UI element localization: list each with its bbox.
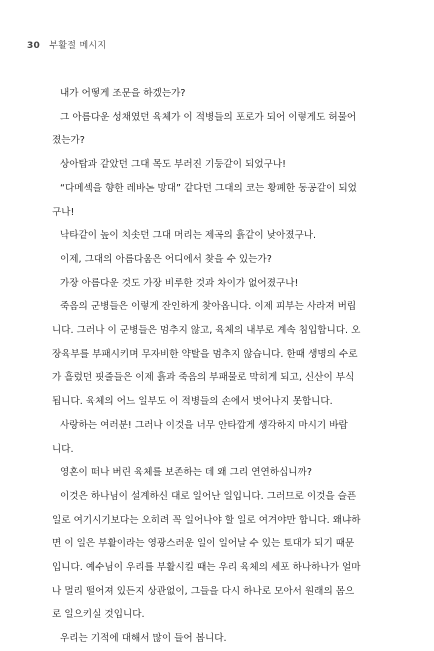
- text-line: 일로 여기시기보다는 오히려 꼭 일어나야 할 일로 여겨야만 합니다. 왜냐하: [52, 514, 361, 526]
- text-line: 내가 어떻게 조문을 하겠는가?: [60, 88, 186, 99]
- paragraph: [52, 224, 392, 248]
- paragraph: [52, 248, 392, 272]
- text-line: 가 흘렀던 핏줄들은 이제 흙과 죽음의 부패물로 막히게 되고, 신산이 부식: [52, 372, 355, 384]
- text-line: 나 멀리 떨어져 있든지 상관없이, 그들을 다시 하나로 모아서 원래의 몸으: [52, 585, 355, 597]
- body-text: [52, 82, 392, 651]
- paragraph: [52, 461, 392, 485]
- text-line: 됩니다. 육체의 어느 일부도 이 적병들의 손에서 벗어나지 못합니다.: [52, 396, 333, 408]
- text-line: 이제, 그대의 아름다움은 어디에서 찾을 수 있는가?: [60, 253, 272, 265]
- text-line: 니다. 그러나 이 군병들은 멈추지 않고, 육체의 내부로 계속 침입합니다. 오: [52, 325, 361, 337]
- paragraph: [52, 272, 392, 296]
- paragraph: [52, 627, 392, 651]
- text-line: 우리는 기적에 대해서 많이 들어 봅니다.: [60, 633, 227, 645]
- text-line: 가장 아름다운 것도 가장 비루한 것과 차이가 없어졌구나!: [60, 277, 299, 289]
- text-line: 입니다. 예수님이 우리를 부활시킬 때는 우리 육체의 세포 하나하나가 얼마: [52, 562, 361, 574]
- text-line: “다메섹을 향한 레바논 망대” 같다던 그대의 코는 황폐한 동공같이 되었: [60, 182, 357, 194]
- paragraph: [52, 106, 392, 153]
- text-line: 죽음의 군병들은 이렇게 잔인하게 찾아옵니다. 이제 피부는 사라져 버립: [60, 301, 357, 313]
- page-number: 30: [27, 41, 41, 51]
- text-line: 면 이 일은 부활이라는 영광스러운 일이 일어날 수 있는 토대가 되기 때문: [52, 538, 355, 550]
- paragraph: [52, 414, 392, 461]
- text-line: 낙타같이 높이 치솟던 그대 머리는 제곡의 흙같이 낮아졌구나.: [60, 230, 317, 242]
- paragraph: [52, 82, 392, 106]
- section-title: 부활절 메시지: [49, 41, 107, 51]
- text-line: 로 일으키실 것입니다.: [52, 609, 145, 621]
- text-line: 구나!: [52, 206, 75, 218]
- text-line: 그 아름다운 성채였던 육체가 이 적병들의 포로가 되어 이렇게도 허물어: [60, 111, 357, 123]
- paragraph: [52, 485, 392, 627]
- text-line: 졌는가?: [52, 135, 85, 147]
- paragraph: [52, 153, 392, 177]
- text-line: 니다.: [52, 443, 74, 455]
- text-line: 상아탑과 같았던 그대 목도 부러진 기둥같이 되었구나!: [60, 159, 287, 171]
- text-line: 사랑하는 여러분! 그러나 이것을 너무 안타깝게 생각하지 마시기 바랍: [60, 419, 348, 431]
- text-line: 이것은 하나님이 설계하신 대로 일어난 일입니다. 그러므로 이것을 슬픈: [60, 490, 357, 502]
- paragraph: [52, 295, 392, 414]
- text-line: 영혼이 떠나 버린 육체를 보존하는 데 왜 그리 연연하십니까?: [60, 467, 312, 479]
- text-line: 장육부를 부패시키며 무자비한 약탈을 멈추지 않습니다. 한때 생명의 수로: [52, 348, 358, 360]
- paragraph: [52, 177, 392, 224]
- running-header: [27, 38, 106, 51]
